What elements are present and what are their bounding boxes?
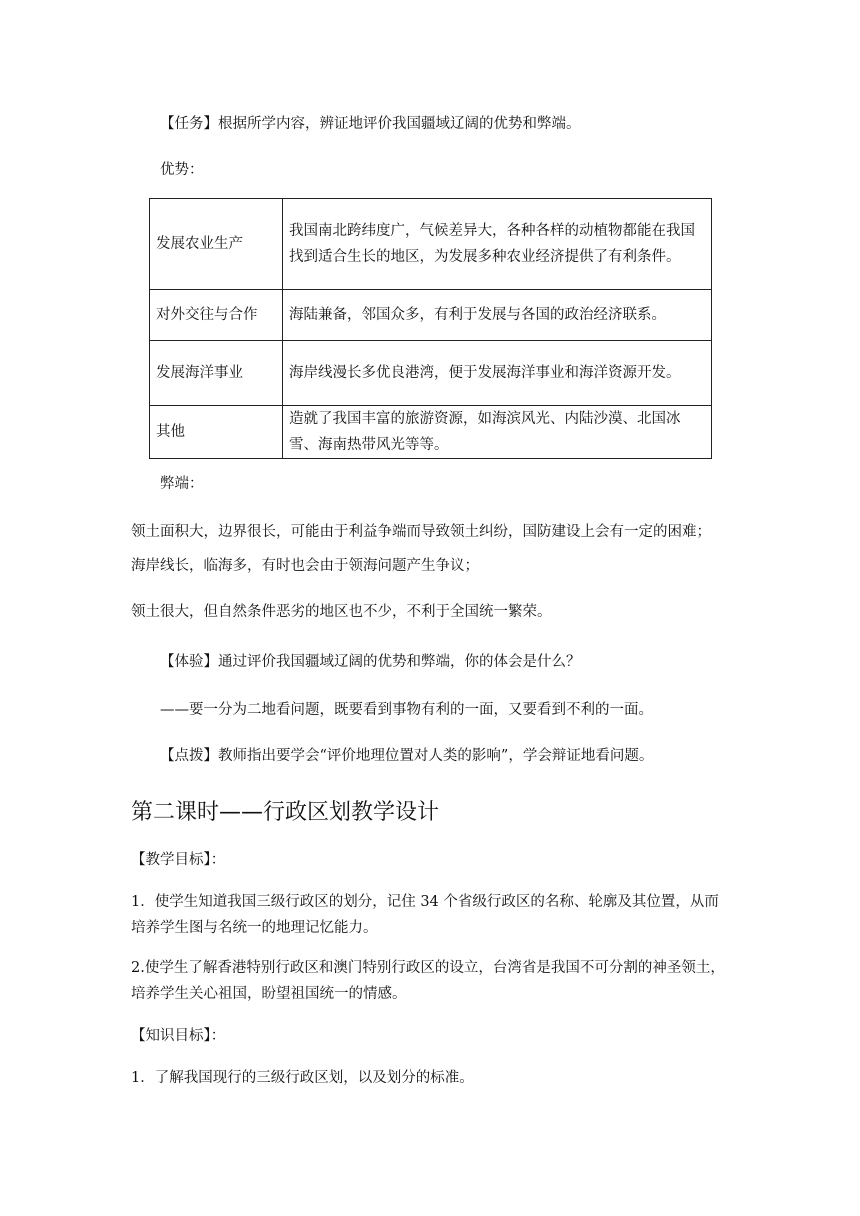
section-heading: 第二课时——行政区划教学设计 <box>131 800 440 825</box>
table-cell-text: 海岸线漫长多优良港湾，便于发展海洋事业和海洋资源开发。 <box>283 341 712 406</box>
knowledge-goal-1: 1．了解我国现行的三级行政区划，以及划分的标准。 <box>131 1070 474 1086</box>
advantages-label: 优势： <box>160 162 204 178</box>
task-line: 【任务】根据所学内容，辨证地评价我国疆域辽阔的优势和弊端。 <box>160 116 581 132</box>
disadvantage-item: 领土面积大，边界很长，可能由于利益争端而导致领土纠纷，国防建设上会有一定的困难； <box>131 524 711 540</box>
experience-answer: ——要一分为二地看问题，既要看到事物有利的一面，又要看到不利的一面。 <box>160 702 653 718</box>
goal-2-line-1: 2.使学生了解香港特别行政区和澳门特别行政区的设立，台湾省是我国不可分割的神圣领土， <box>131 960 725 976</box>
table-cell-text: 我国南北跨纬度广，气候差异大，各种各样的动植物都能在我国找到适合生长的地区，为发展多种农业经济提供了有利条件。 <box>283 199 712 290</box>
advantages-table <box>149 198 712 459</box>
table-cell-label: 对外交往与合作 <box>150 290 283 341</box>
table-row <box>150 199 712 290</box>
table-cell-label: 发展海洋事业 <box>150 341 283 406</box>
table-cell-label: 发展农业生产 <box>150 199 283 290</box>
hint-line: 【点拨】教师指出要学会“评价地理位置对人类的影响”，学会辩证地看问题。 <box>160 748 654 764</box>
table-cell-text: 造就了我国丰富的旅游资源，如海滨风光、内陆沙漠、北国冰雪、海南热带风光等等。 <box>283 406 712 459</box>
experience-line: 【体验】通过评价我国疆域辽阔的优势和弊端，你的体会是什么？ <box>160 654 581 670</box>
knowledge-goals-label: 【知识目标】： <box>131 1028 226 1044</box>
disadvantage-item: 领土很大，但自然条件恶劣的地区也不少，不利于全国统一繁荣。 <box>131 604 552 620</box>
table-row <box>150 341 712 406</box>
table-row <box>150 406 712 459</box>
disadvantage-item: 海岸线长，临海多，有时也会由于领海问题产生争议； <box>131 558 479 574</box>
goal-1-line-1: 1．使学生知道我国三级行政区的划分，记住 34 个省级行政区的名称、轮廓及其位置，从而 <box>131 894 719 910</box>
table-cell-text: 海陆兼备，邻国众多，有利于发展与各国的政治经济联系。 <box>283 290 712 341</box>
disadvantages-label: 弊端： <box>160 476 204 492</box>
table-cell-label: 其他 <box>150 406 283 459</box>
goal-1-line-2: 培养学生图与名统一的地理记忆能力。 <box>131 920 378 936</box>
goal-2-line-2: 培养学生关心祖国，盼望祖国统一的情感。 <box>131 986 407 1002</box>
table-row <box>150 290 712 341</box>
teaching-goals-label: 【教学目标】： <box>131 852 226 868</box>
